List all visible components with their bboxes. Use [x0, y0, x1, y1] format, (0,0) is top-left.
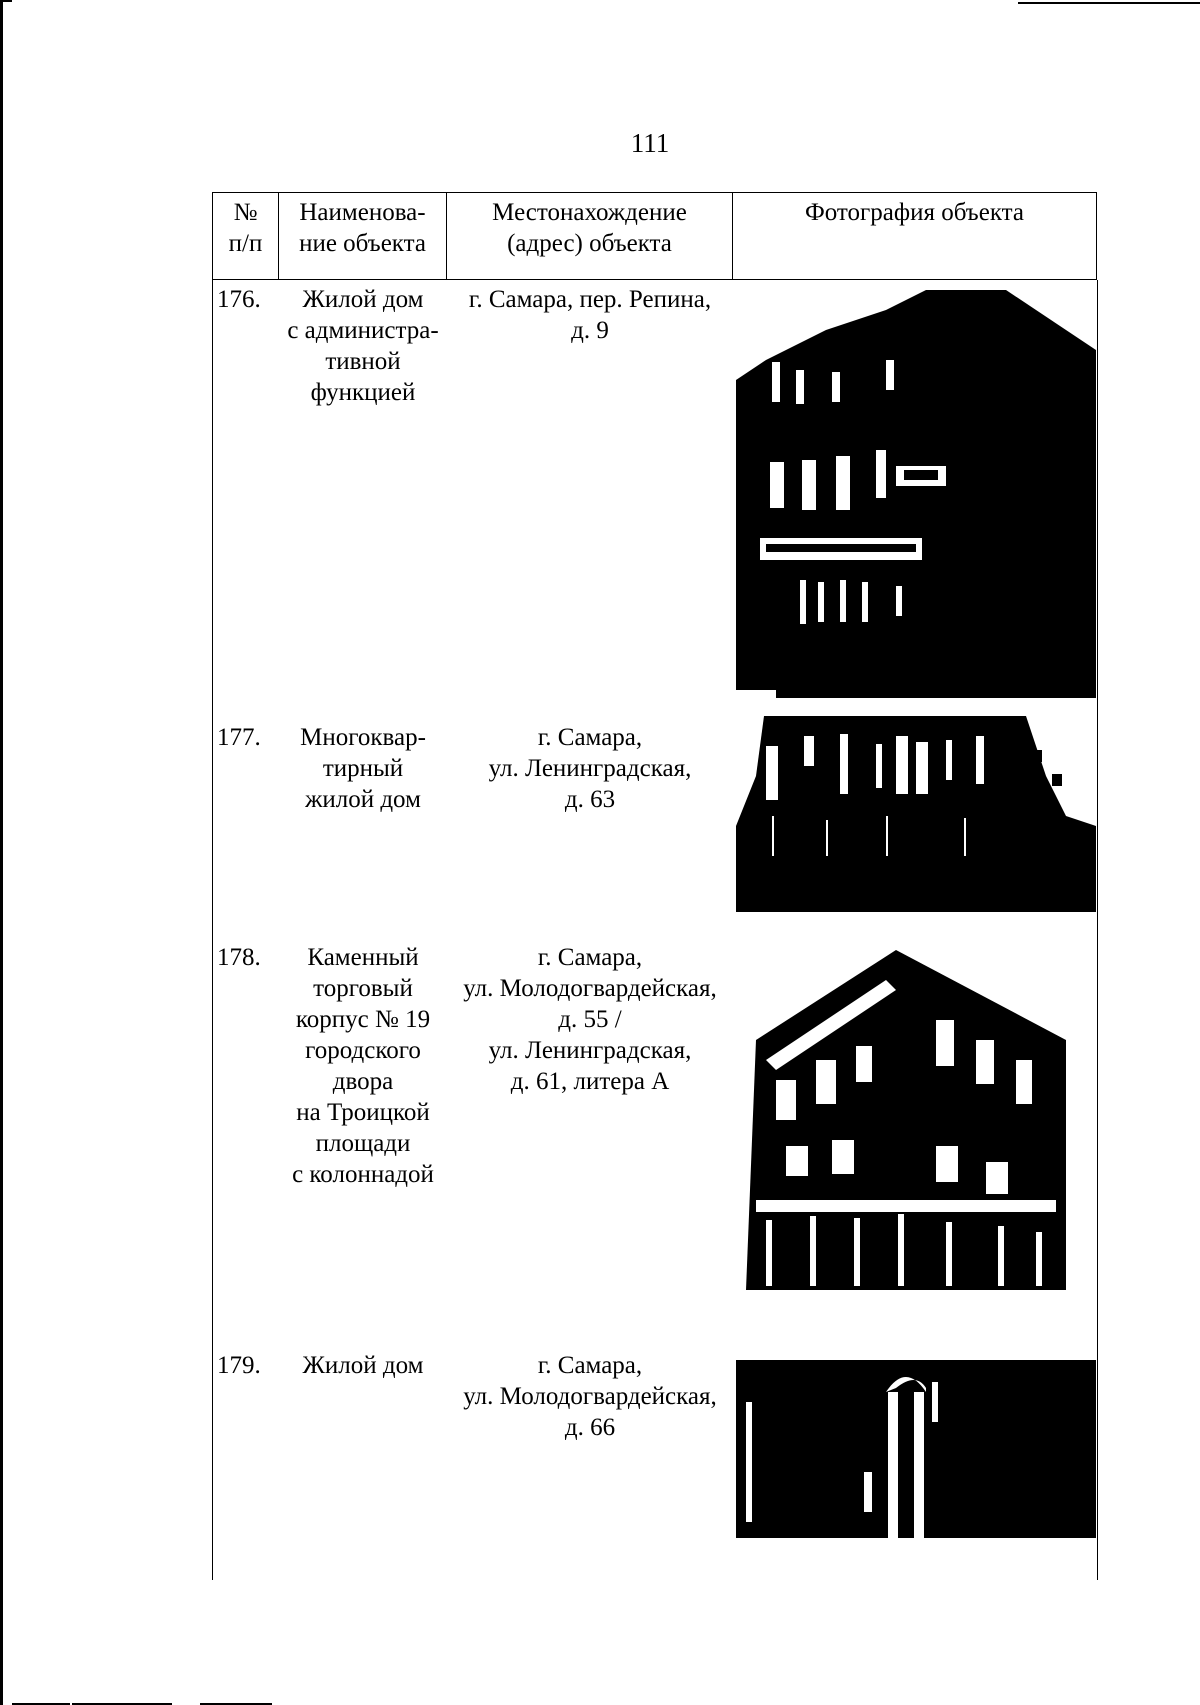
- object-name: Жилой дом с администра- тивной функцией: [287, 286, 439, 406]
- row-number: 177.: [217, 724, 261, 751]
- table-header: [212, 192, 1097, 280]
- building-photo: [736, 1352, 1096, 1544]
- row-number: 178.: [217, 944, 261, 971]
- row-number: 176.: [217, 286, 261, 313]
- object-address: г. Самара, ул. Молодогвардейская, д. 66: [463, 1352, 717, 1441]
- scan-top-tick: [0, 0, 12, 2]
- page-number: 111: [630, 128, 670, 158]
- header-name: Наименова- ние объекта: [279, 193, 447, 280]
- object-name: Жилой дом: [302, 1352, 424, 1379]
- object-name: Многоквар- тирный жилой дом: [300, 724, 426, 813]
- scan-left-edge: [0, 0, 3, 1705]
- building-photo: [736, 716, 1096, 912]
- building-photo: [736, 950, 1096, 1300]
- building-photo: [736, 290, 1096, 698]
- header-photo: Фотография объекта: [733, 193, 1097, 280]
- object-address: г. Самара, ул. Ленинградская, д. 63: [488, 724, 692, 813]
- header-num: № п/п: [213, 193, 279, 280]
- row-number: 179.: [217, 1352, 261, 1379]
- object-address: г. Самара, ул. Молодогвардейская, д. 55 / ул. Ленинградская, д. 61, литера А: [463, 944, 717, 1095]
- object-name: Каменный торговый корпус № 19 городского двора на Троицкой площади с колоннадой: [292, 944, 434, 1188]
- scan-top-right-line: [1018, 2, 1200, 4]
- header-address: Местонахождение (адрес) объекта: [447, 193, 733, 280]
- object-address: г. Самара, пер. Репина, д. 9: [468, 286, 712, 344]
